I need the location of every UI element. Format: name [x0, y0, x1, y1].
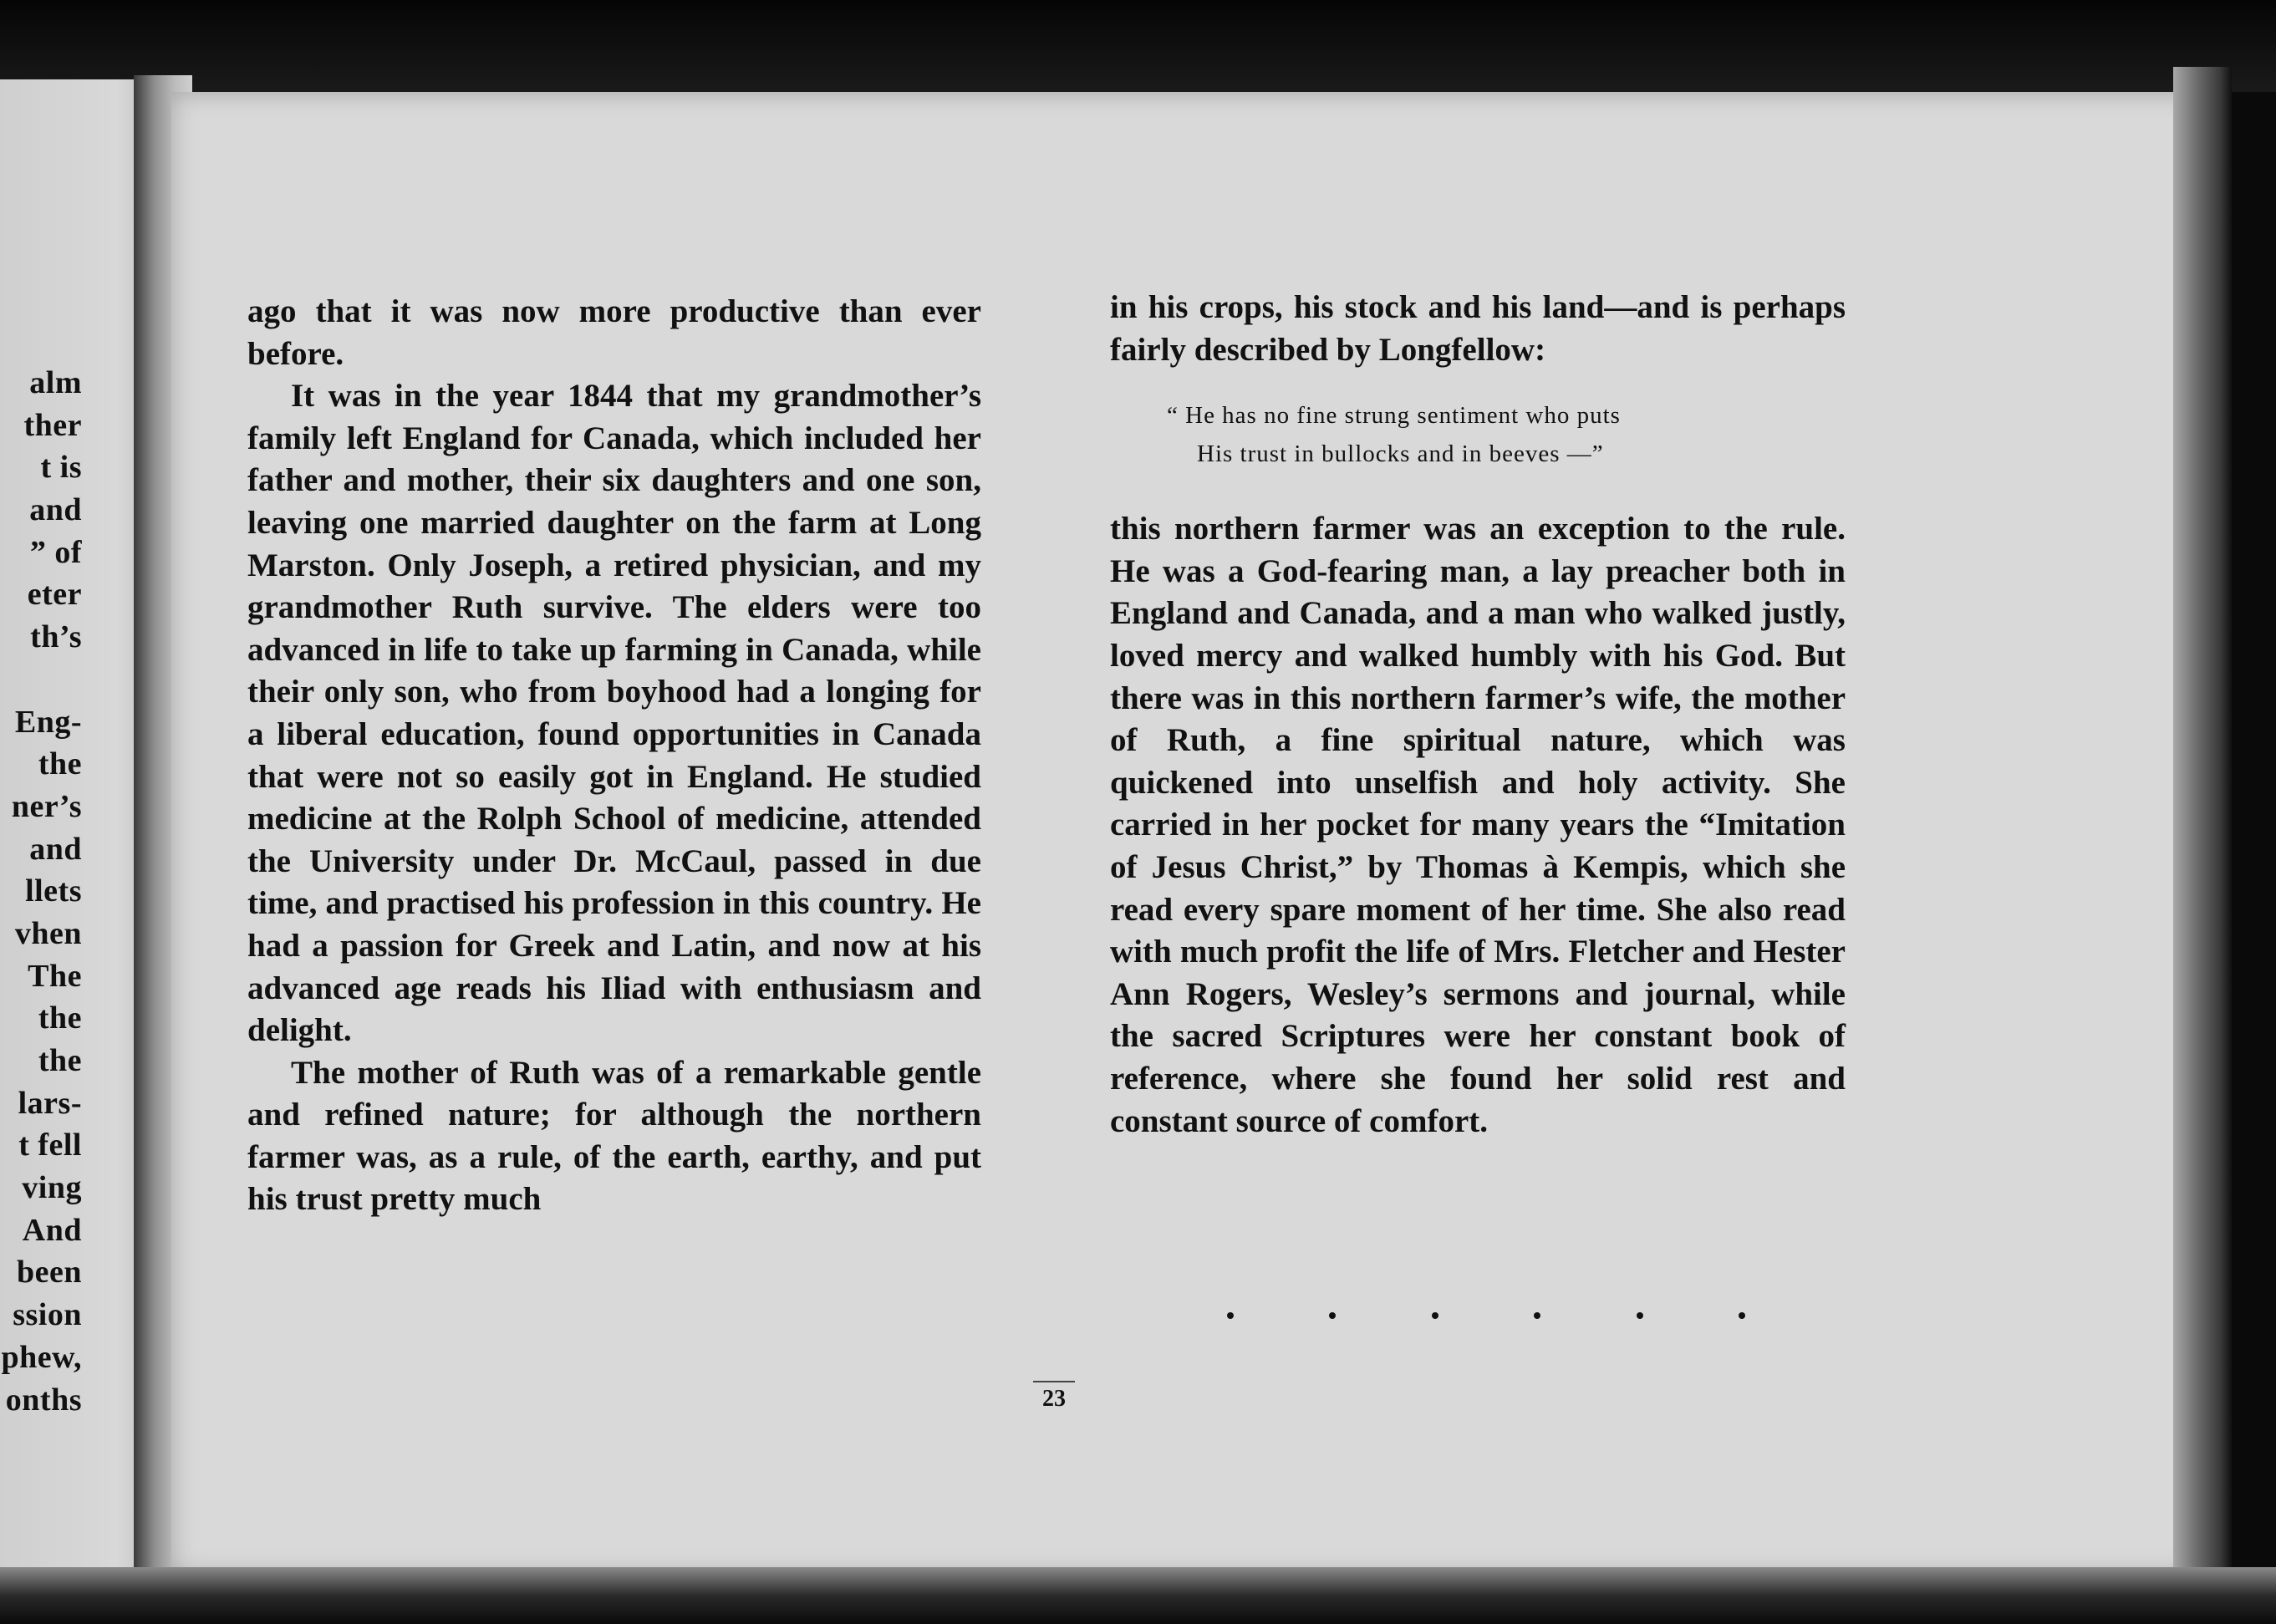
text-fragment: ner’s	[11, 788, 82, 824]
paragraph: in his crops, his stock and his land—and is perhaps fairly described by Longfellow:	[1110, 289, 1846, 368]
paragraph: It was in the year 1844 that my grandmother’s family left England for Canada, which included her father and mother, their six daughters and one son, leaving one married daughter on the farm at Long Marston. Only Joseph, a retired physician, and my grandmother Ruth survive. The elders were too advanced in life to take up farming in Canada, while their only son, who from boyhood had a longing for a liberal education, found opportunities in Canada that were not so easily got in England. He studied medicine at the Rolph School of medicine, attended the University under Dr. McCaul, passed in due time, and practised his profession in this country. He had a passion for Greek and Latin, and now at his advanced age reads his Iliad with enthusiasm and delight.	[247, 378, 981, 1049]
text-fragment: onths	[5, 1382, 82, 1418]
text-fragment: t is	[40, 450, 82, 486]
scan-backdrop	[0, 0, 2276, 92]
dot	[1637, 1312, 1643, 1319]
text-fragment: And	[22, 1212, 82, 1248]
verse-quotation	[1167, 396, 1846, 473]
dot	[1432, 1312, 1438, 1319]
section-break-dots	[1227, 1312, 1745, 1319]
text-fragment: alm	[29, 365, 82, 400]
text-fragment: ther	[23, 407, 82, 443]
text-fragment: phew,	[1, 1339, 82, 1375]
paragraph: ago that it was now more productive than ever before.	[247, 293, 981, 372]
book-bottom-edge	[0, 1567, 2276, 1624]
text-fragment: Eng-	[14, 704, 82, 740]
text-fragment: ving	[22, 1170, 82, 1206]
paragraph: The mother of Ruth was of a remarkable gentle and refined nature; for although the northern farmer was, as a rule, of the earth, earthy, and put his trust pretty much	[247, 1054, 981, 1218]
text-fragment: vhen	[14, 915, 82, 951]
text-fragment: The	[28, 958, 82, 994]
left-text-column	[247, 291, 981, 1221]
quote-line: His trust in bullocks and in beeves —”	[1197, 440, 1604, 468]
text-fragment: th’s	[30, 619, 82, 655]
text-fragment: eter	[27, 577, 82, 613]
dot	[1739, 1312, 1745, 1319]
dot	[1534, 1312, 1540, 1319]
text-fragment: the	[38, 1043, 82, 1078]
dot	[1329, 1312, 1336, 1319]
left-page-text-fragments	[0, 362, 82, 1421]
dot	[1227, 1312, 1234, 1319]
text-fragment: and	[29, 492, 82, 528]
text-fragment: the	[38, 1000, 82, 1036]
text-fragment: lars-	[18, 1085, 82, 1121]
text-fragment: the	[38, 746, 82, 782]
page-number: 23	[1033, 1381, 1075, 1413]
text-fragment: ssion	[13, 1297, 82, 1333]
text-fragment: t fell	[18, 1128, 82, 1163]
quote-line: “ He has no fine strung sentiment who puts	[1167, 402, 1621, 430]
page-edge	[2173, 67, 2232, 1605]
right-text-column	[1110, 287, 1846, 1143]
paragraph: this northern farmer was an exception to the rule. He was a God-fearing man, a lay preacher both in England and Canada, and a man who walked justly, loved mercy and walked humbly with his God. But there was in this northern farmer’s wife, the mother of Ruth, a fine spiritual nature, which was quickened into unselfish and holy activity. She carried in her pocket for many years the “Imitation of Jesus Christ,” by Thomas à Kempis, which she read every spare moment of her time. She also read with much profit the life of Mrs. Fletcher and Hester Ann Rogers, Wesley’s sermons and journal, while the sacred Scriptures were her constant book of reference, where she found her solid rest and constant source of comfort.	[1110, 511, 1846, 1139]
text-fragment: llets	[25, 873, 82, 909]
text-fragment: ” of	[29, 534, 82, 570]
text-fragment: and	[29, 831, 82, 867]
text-fragment	[0, 659, 82, 701]
text-fragment: been	[17, 1255, 82, 1291]
